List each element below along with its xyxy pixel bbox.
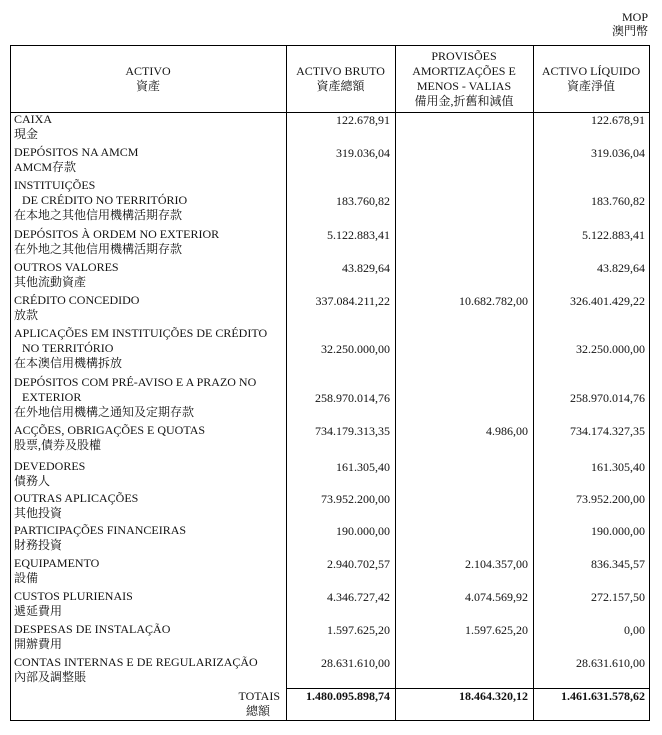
total-provisoes: 18.464.320,12 [459,689,528,703]
col-border [649,46,650,720]
row-label-pt: CUSTOS PLURIENAIS [14,589,133,603]
cell-bruto: 258.970.014,76 [315,391,390,405]
totals-label [10,689,280,719]
row-label-zh: 其他投資 [14,506,63,520]
row-label-zh: AMCM存款 [14,160,77,174]
row-label-pt: APLICAÇÕES EM INSTITUIÇÕES DE CRÉDITO [14,326,268,340]
cell-bruto: 2.940.702,57 [327,557,390,571]
header-activo-zh: 資產 [135,79,160,93]
row-label-zh: 在本地之其他信用機構活期存款 [14,208,183,222]
cell-liquido: 258.970.014,76 [570,391,645,405]
cell-liquido: 326.401.429,22 [570,294,645,308]
row-label-pt: EXTERIOR [22,390,82,404]
totals-label-pt: TOTAIS [238,689,280,703]
row-label-pt: CRÉDITO CONCEDIDO [14,293,140,307]
col-border [10,46,11,720]
header-bruto-pt: ACTIVO BRUTO [296,64,385,78]
col-border [395,46,396,720]
header-bruto-zh: 資產總額 [316,79,365,93]
row-label-pt: EQUIPAMENTO [14,556,100,570]
cell-liquido: 319.036,04 [591,146,645,160]
row-label-zh: 開辦費用 [14,637,63,651]
header-provisoes-line1: PROVISÕES [431,49,497,63]
row-label-zh: 股票,債券及股權 [14,438,102,452]
cell-prov: 2.104.357,00 [465,557,528,571]
row-label-zh: 遞延費用 [14,604,63,618]
row-label-zh: 在本澳信用機構拆放 [14,356,123,370]
cell-bruto: 734.179.313,35 [315,424,390,438]
header-activo [10,46,286,112]
cell-prov: 1.597.625,20 [465,623,528,637]
row-label-zh: 在外地之其他信用機構活期存款 [14,242,183,256]
row-label-pt: DESPESAS DE INSTALAÇÃO [14,622,171,636]
cell-bruto: 1.597.625,20 [327,623,390,637]
currency-name-zh: 澳門幣 [611,24,648,38]
row-label-zh: 其他流動資產 [14,275,87,289]
header-provisoes-line2: AMORTIZAÇÕES E [412,64,516,78]
currency-code: MOP [621,10,648,24]
row-label-pt: DEPÓSITOS À ORDEM NO EXTERIOR [14,227,220,241]
cell-liquido: 73.952.200,00 [576,492,645,506]
cell-liquido: 43.829,64 [597,261,645,275]
header-activo-pt: ACTIVO [125,64,171,78]
row-label-pt: INSTITUIÇÕES [14,178,96,192]
row-label-zh: 內部及調整賬 [14,670,87,684]
row-label-zh: 債務人 [14,474,51,488]
cell-bruto: 337.084.211,22 [315,294,390,308]
row-label-pt: DE CRÉDITO NO TERRITÓRIO [22,193,188,207]
cell-liquido: 190.000,00 [591,524,645,538]
cell-bruto: 190.000,00 [336,524,390,538]
cell-bruto: 4.346.727,42 [327,590,390,604]
row-label-pt: NO TERRITÓRIO [22,341,114,355]
cell-liquido: 183.760,82 [591,194,645,208]
cell-liquido: 5.122.883,41 [582,228,645,242]
cell-bruto: 32.250.000,00 [321,342,390,356]
cell-bruto: 161.305,40 [336,460,390,474]
row-label-pt: ACÇÕES, OBRIGAÇÕES E QUOTAS [14,423,206,437]
cell-bruto: 319.036,04 [336,146,390,160]
cell-liquido: 32.250.000,00 [576,342,645,356]
header-liquido-zh: 資產淨值 [566,79,615,93]
row-label-zh: 現金 [14,127,39,141]
cell-liquido: 0,00 [624,623,645,637]
header-liquido-pt: ACTIVO LÍQUIDO [541,64,641,78]
header-liquido [533,46,649,112]
cell-bruto: 28.631.610,00 [321,656,390,670]
header-bruto [286,46,395,112]
total-liquido: 1.461.631.578,62 [561,689,645,703]
cell-liquido: 28.631.610,00 [576,656,645,670]
balance-sheet-table [10,45,650,721]
row-label-pt: PARTICIPAÇÕES FINANCEIRAS [14,523,187,537]
header-provisoes-line3: MENOS - VALIAS [416,79,512,93]
row-label-zh: 放款 [14,308,39,322]
cell-liquido: 836.345,57 [591,557,645,571]
header-provisoes [395,46,533,112]
row-label-pt: CONTAS INTERNAS E DE REGULARIZAÇÃO [14,655,258,669]
row-label-zh: 在外地信用機構之通知及定期存款 [14,405,195,419]
row-label-pt: DEPÓSITOS COM PRÉ-AVISO E A PRAZO NO [14,375,257,389]
cell-prov: 10.682.782,00 [459,294,528,308]
row-label-pt: CAIXA [14,112,52,126]
cell-bruto: 73.952.200,00 [321,492,390,506]
cell-liquido: 272.157,50 [591,590,645,604]
cell-bruto: 43.829,64 [342,261,390,275]
header-provisoes-zh: 備用金,折舊和減值 [414,94,514,108]
cell-prov: 4.074.569,92 [465,590,528,604]
cell-bruto: 122.678,91 [336,113,390,127]
cell-bruto: 5.122.883,41 [327,228,390,242]
row-label-pt: DEPÓSITOS NA AMCM [14,145,139,159]
cell-liquido: 122.678,91 [591,113,645,127]
totals-label-zh: 總額 [245,704,270,718]
cell-bruto: 183.760,82 [336,194,390,208]
cell-liquido: 734.174.327,35 [570,424,645,438]
cell-prov: 4.986,00 [486,424,528,438]
currency-label [612,10,648,38]
row-label-zh: 設備 [14,571,39,585]
row-label-pt: OUTRAS APLICAÇÕES [14,491,139,505]
total-bruto: 1.480.095.898,74 [306,689,390,703]
row-label-zh: 財務投資 [14,538,63,552]
row-label-pt: OUTROS VALORES [14,260,119,274]
row-label-pt: DEVEDORES [14,459,86,473]
cell-liquido: 161.305,40 [591,460,645,474]
